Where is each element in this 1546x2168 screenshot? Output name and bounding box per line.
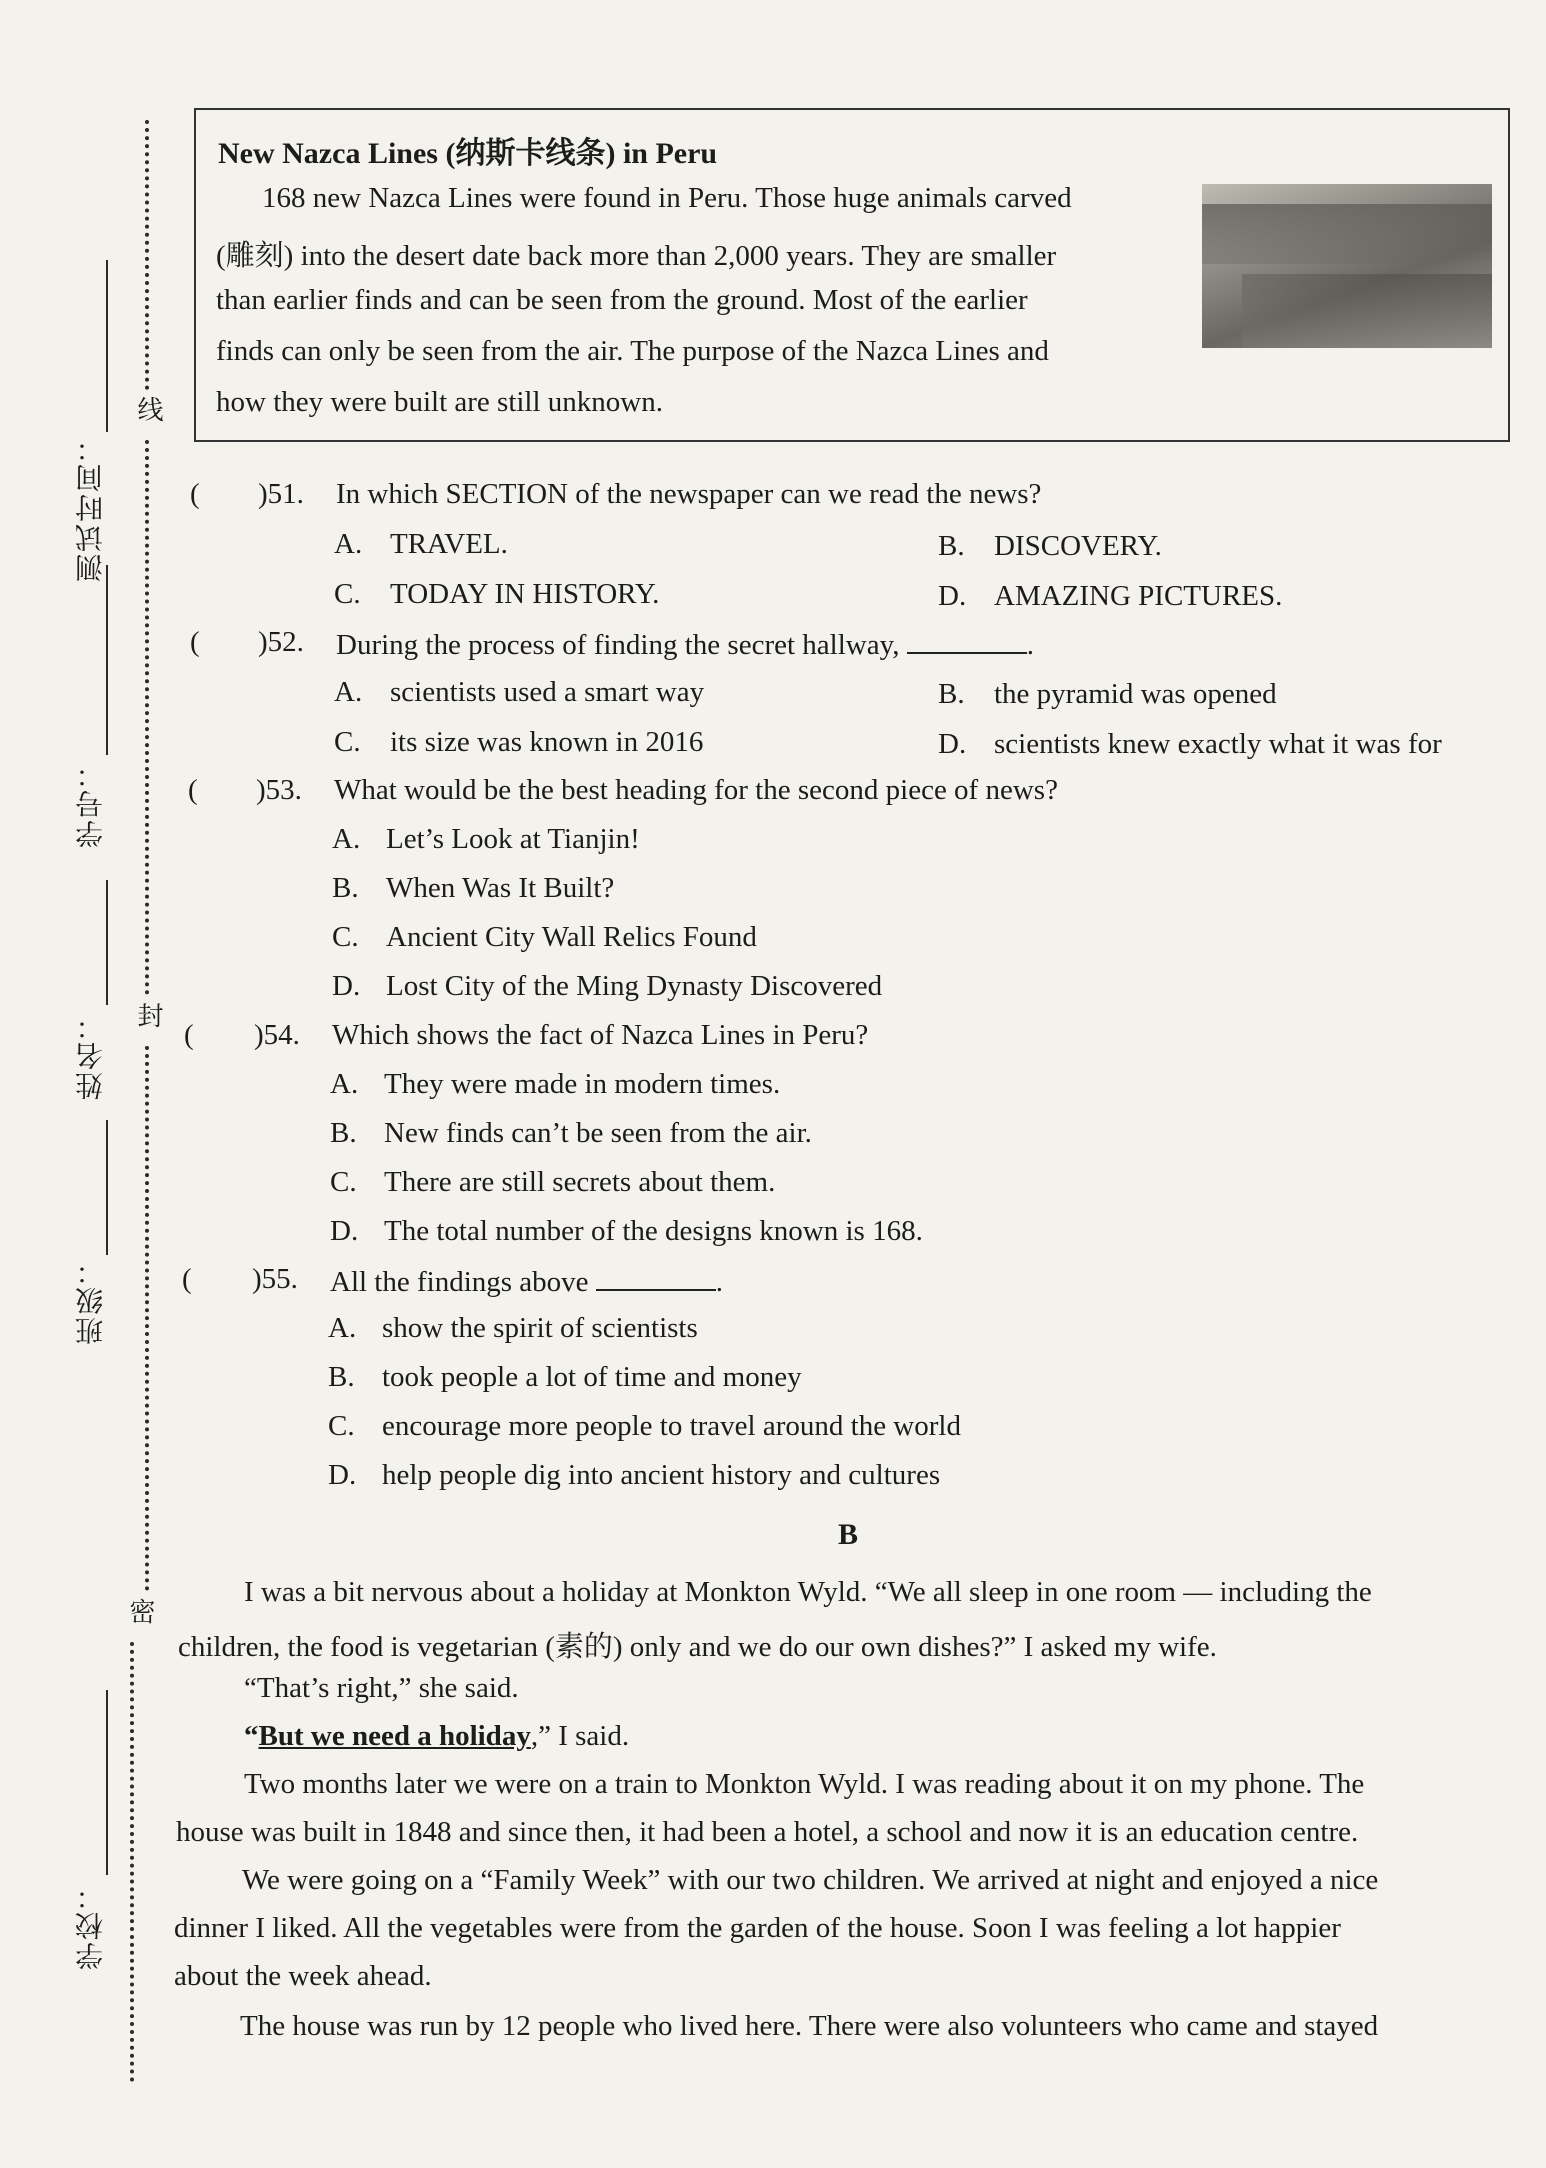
news-line: than earlier finds and can be seen from the ground. Most of the earlier [216,284,1028,316]
question-stem: In which SECTION of the newspaper can we read the news? [336,478,1042,510]
field-label: 学校： [76,1880,107,1970]
news-line: how they were built are still unknown. [216,386,663,418]
field-label: 姓名： [76,1010,107,1100]
field-line-name[interactable] [106,880,108,1005]
option-key: D. [938,728,967,760]
news-box-nazca [194,108,1510,442]
option-key: D. [332,970,361,1002]
stem-end: . [715,1266,724,1298]
option-key: B. [328,1361,355,1393]
passage-quote-line [244,1720,629,1753]
answer-paren[interactable]: ( [182,1263,192,1295]
option-text: took people a lot of time and money [382,1361,802,1393]
option-text: its size was known in 2016 [390,726,704,758]
option-key: B. [938,530,965,562]
field-school [62,1880,122,1970]
option-text: There are still secrets about them. [384,1166,776,1198]
answer-paren[interactable]: ( [188,774,198,806]
option-text: The total number of the designs known is 168. [384,1215,923,1247]
option-key: C. [334,578,361,610]
question-stem: All the findings above [330,1266,589,1298]
question-number: )55. [252,1263,298,1295]
option-key: D. [330,1215,359,1247]
field-name [62,1010,122,1100]
option-key: A. [328,1312,357,1344]
nazca-desert-photo [1202,184,1492,348]
quote-open: “ [244,1720,259,1752]
seal-dotted-line [145,1046,149,1591]
option-text: AMAZING PICTURES. [994,580,1283,612]
question-stem-line [330,1263,723,1299]
option-text: Ancient City Wall Relics Found [386,921,757,953]
option-text: TODAY IN HISTORY. [390,578,660,610]
option-text: scientists used a smart way [390,676,705,708]
option-key: C. [328,1410,355,1442]
option-text: DISCOVERY. [994,530,1162,562]
passage-line: house was built in 1848 and since then, it had been a hotel, a school and now it is an education centre. [176,1816,1359,1848]
field-line-student-id[interactable] [106,565,108,755]
answer-paren[interactable]: ( [190,478,200,510]
field-line-class[interactable] [106,1120,108,1255]
option-text: scientists knew exactly what it was for [994,728,1442,760]
fill-blank[interactable] [907,626,1027,654]
answer-paren[interactable]: ( [184,1019,194,1051]
question-stem: Which shows the fact of Nazca Lines in Peru? [332,1019,869,1051]
seal-dotted-line [145,440,149,995]
option-key: B. [938,678,965,710]
field-label: 学号： [76,758,107,848]
seal-char-xian: 线 [134,396,163,422]
option-text: show the spirit of scientists [382,1312,698,1344]
seal-char-feng: 封 [134,1002,163,1028]
field-label: 班级： [76,1255,107,1345]
option-key: B. [330,1117,357,1149]
fill-blank[interactable] [596,1263,716,1291]
underlined-phrase: But we need a holiday [258,1720,531,1752]
question-number: )51. [258,478,304,510]
option-text: They were made in modern times. [384,1068,781,1100]
option-key: A. [330,1068,359,1100]
option-key: A. [332,823,361,855]
seal-dotted-line [130,1642,134,2082]
field-line-test-time[interactable] [106,260,108,432]
section-heading: B [838,1518,859,1551]
quote-close: ,” I said. [530,1720,630,1752]
option-key: A. [334,676,363,708]
passage-line: children, the food is vegetarian (素的) only and we do our own dishes?” I asked my wife. [178,1631,1217,1663]
news-title: New Nazca Lines (纳斯卡线条) in Peru [218,137,718,170]
question-stem-line [336,626,1034,662]
passage-line: I was a bit nervous about a holiday at Monkton Wyld. “We all sleep in one room — including the [244,1576,1372,1608]
option-key: C. [330,1166,357,1198]
option-key: C. [332,921,359,953]
option-key: C. [334,726,361,758]
question-number: )54. [254,1019,300,1051]
question-number: )52. [258,626,304,658]
passage-line: dinner I liked. All the vegetables were from the garden of the house. Soon I was feeling a lot happier [174,1912,1341,1944]
option-key: D. [328,1459,357,1491]
option-text: help people dig into ancient history and cultures [382,1459,941,1491]
option-text: the pyramid was opened [994,678,1277,710]
answer-paren[interactable]: ( [190,626,200,658]
field-student-id [62,758,122,848]
option-text: Let’s Look at Tianjin! [386,823,640,855]
passage-line: “That’s right,” she said. [244,1672,519,1704]
news-line: (雕刻) into the desert date back more than 2,000 years. They are smaller [216,240,1057,272]
field-label: 测试时间： [76,432,107,582]
option-text: TRAVEL. [390,528,508,560]
passage-line: We were going on a “Family Week” with our two children. We arrived at night and enjoyed a nice [242,1864,1379,1896]
option-key: A. [334,528,363,560]
option-text: encourage more people to travel around the world [382,1410,961,1442]
question-stem: During the process of finding the secret hallway, [336,629,900,661]
option-text: New finds can’t be seen from the air. [384,1117,812,1149]
question-stem: What would be the best heading for the second piece of news? [334,774,1058,806]
passage-line: Two months later we were on a train to Monkton Wyld. I was reading about it on my phone. The [244,1768,1365,1800]
field-line-school[interactable] [106,1690,108,1875]
option-text: Lost City of the Ming Dynasty Discovered [386,970,883,1002]
passage-line: about the week ahead. [174,1960,432,1992]
option-key: B. [332,872,359,904]
news-line: 168 new Nazca Lines were found in Peru. Those huge animals carved [262,182,1072,214]
seal-dotted-line [145,120,149,390]
passage-line: The house was run by 12 people who lived here. There were also volunteers who came and stayed [240,2010,1379,2042]
field-test-time [62,432,122,582]
option-key: D. [938,580,967,612]
question-number: )53. [256,774,302,806]
news-line: finds can only be seen from the air. The purpose of the Nazca Lines and [216,335,1049,367]
field-class [62,1255,122,1345]
option-text: When Was It Built? [386,872,615,904]
stem-end: . [1026,629,1034,661]
seal-char-mi: 密 [126,1598,155,1624]
